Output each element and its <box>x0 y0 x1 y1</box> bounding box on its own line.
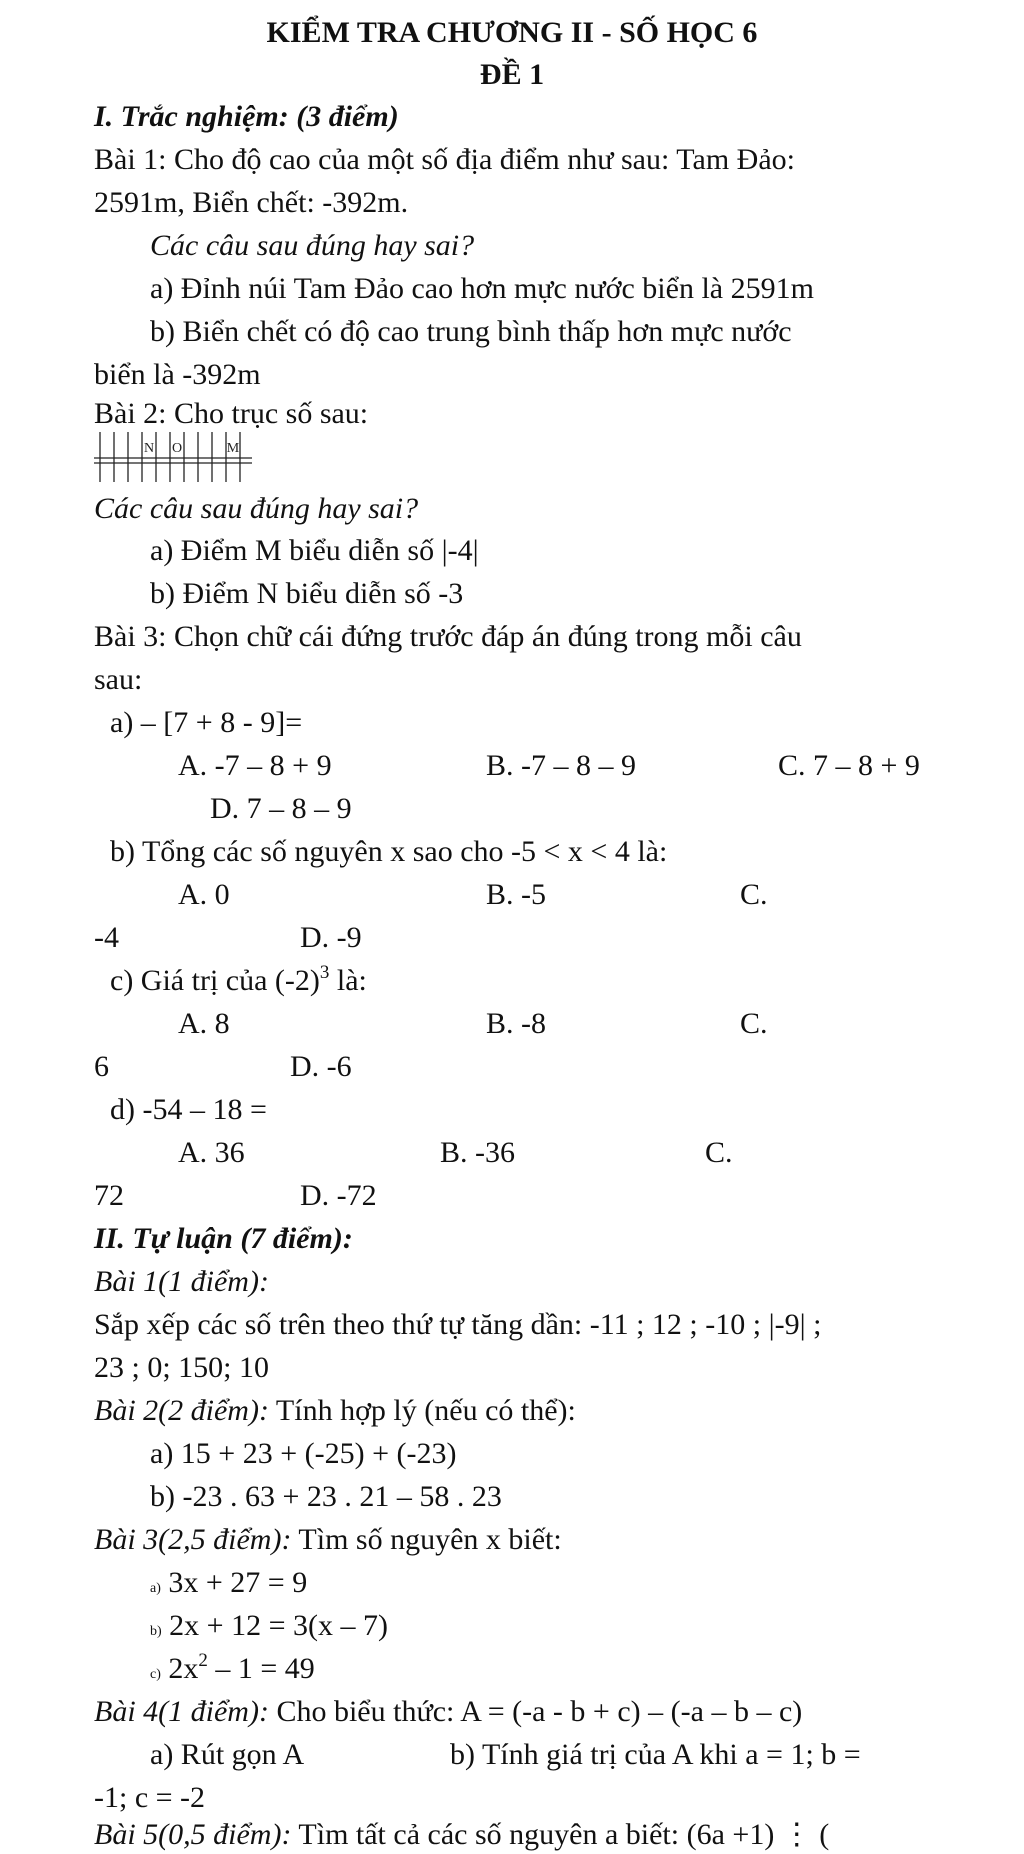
section-heading-multiple-choice: I. Trắc nghiệm: (3 điểm) <box>94 100 399 133</box>
essay-bai3-title: Bài 3(2,5 điểm): <box>94 1523 292 1556</box>
question-d-option-c: C. <box>705 1136 733 1169</box>
question-a-option-d: D. 7 – 8 – 9 <box>210 792 352 825</box>
question-c-option-c-value: 6 <box>94 1050 109 1083</box>
essay-bai1-line2: 23 ; 0; 150; 10 <box>94 1351 270 1384</box>
essay-bai3-c: c) $2x^2 - 1 = 49$ <box>150 1650 315 1685</box>
essay-bai2-a: a) 15 + 23 + (-25) + (-23) <box>150 1437 457 1470</box>
question-a-option-b: B. -7 – 8 – 9 <box>486 749 636 782</box>
essay-bai2-header: Bài 2(2 điểm): Tính hợp lý (nếu có thể): <box>94 1394 576 1427</box>
bai1-line2: 2591m, Biển chết: -392m. <box>94 186 409 219</box>
bai1-statement-b-line2: biển là -392m <box>94 358 261 391</box>
bai2-statement-b: b) Điểm N biểu diễn số -3 <box>150 577 464 610</box>
bai3-line1: Bài 3: Chọn chữ cái đứng trước đáp án đúng trong mỗi câu <box>94 620 802 653</box>
question-d-option-d: D. -72 <box>300 1179 377 1212</box>
bai2-statement-a: a) Điểm M biểu diễn số |-4| <box>150 534 479 567</box>
question-d-option-a: A. 36 <box>178 1136 245 1169</box>
essay-bai1-line1: Sắp xếp các số trên theo thứ tự tăng dần: -11 ; 12 ; -10 ; |-9| ; <box>94 1308 822 1341</box>
essay-bai3-a: a) 3x + 27 = 9 <box>150 1566 308 1599</box>
question-c-option-d: D. -6 <box>290 1050 352 1083</box>
page-title: KIỂM TRA CHƯƠNG II - SỐ HỌC 6 <box>266 16 758 49</box>
question-a-option-c: C. 7 – 8 + 9 <box>778 749 920 782</box>
question-b-option-a: A. 0 <box>178 878 230 911</box>
essay-bai5-title: Bài 5(0,5 điểm): <box>94 1818 292 1851</box>
essay-bai1-title: Bài 1(1 điểm): <box>94 1265 269 1298</box>
question-c-option-c: C. <box>740 1007 768 1040</box>
axis-label-m: M <box>226 441 240 456</box>
bai1-question: Các câu sau đúng hay sai? <box>150 229 475 262</box>
question-b-option-b: B. -5 <box>486 878 546 911</box>
essay-bai4-a: a) Rút gọn A <box>150 1738 305 1771</box>
bai1-statement-b-line1: b) Biển chết có độ cao trung bình thấp hơn mực nước <box>150 315 792 348</box>
bai2-question: Các câu sau đúng hay sai? <box>94 492 419 525</box>
number-line-figure <box>94 430 252 484</box>
bai2-line1: Bài 2: Cho trục số sau: <box>94 397 369 430</box>
section-heading-essay: II. Tự luận (7 điểm): <box>94 1222 353 1255</box>
essay-bai3-b: b) 2x + 12 = 3(x – 7) <box>150 1609 388 1642</box>
question-b-option-c: C. <box>740 878 768 911</box>
question-b-stem: b) Tổng các số nguyên x sao cho -5 < x < 4 là: <box>110 835 668 868</box>
question-d-stem: d) -54 – 18 = <box>110 1093 267 1126</box>
question-d-option-b: B. -36 <box>440 1136 515 1169</box>
page-subtitle: ĐỀ 1 <box>479 58 545 91</box>
bai3-line2: sau: <box>94 663 143 696</box>
essay-bai2-title: Bài 2(2 điểm): <box>94 1394 269 1427</box>
bai1-statement-a: a) Đỉnh núi Tam Đảo cao hơn mực nước biển là 2591m <box>150 272 814 305</box>
question-c-stem: c) Giá trị của $(-2)^3$ là: <box>110 962 367 997</box>
question-c-option-b: B. -8 <box>486 1007 546 1040</box>
essay-bai5-header: Bài 5(0,5 điểm): Tìm tất cả các số nguyên a biết: (6a +1) ⋮ ( <box>94 1818 830 1851</box>
question-a-option-a: A. -7 – 8 + 9 <box>178 749 332 782</box>
essay-bai4-b: b) Tính giá trị của A khi a = 1; b = <box>450 1738 861 1771</box>
question-a-stem: a) – [7 + 8 - 9]= <box>110 706 303 739</box>
essay-bai2-b: b) -23 . 63 + 23 . 21 – 58 . 23 <box>150 1480 502 1513</box>
question-d-option-c-value: 72 <box>94 1179 124 1212</box>
axis-label-n: N <box>143 441 155 456</box>
essay-bai4-b-continued: -1; c = -2 <box>94 1781 206 1814</box>
essay-bai3-header: Bài 3(2,5 điểm): Tìm số nguyên x biết: <box>94 1523 562 1556</box>
essay-bai4-title: Bài 4(1 điểm): <box>94 1695 269 1728</box>
question-b-option-c-value: -4 <box>94 921 119 954</box>
essay-bai4-header: Bài 4(1 điểm): Cho biểu thức: A = (-a - b + c) – (-a – b – c) <box>94 1695 803 1728</box>
axis-label-o: O <box>171 441 183 456</box>
bai1-line1: Bài 1: Cho độ cao của một số địa điểm như sau: Tam Đảo: <box>94 143 795 176</box>
question-c-option-a: A. 8 <box>178 1007 230 1040</box>
question-b-option-d: D. -9 <box>300 921 362 954</box>
